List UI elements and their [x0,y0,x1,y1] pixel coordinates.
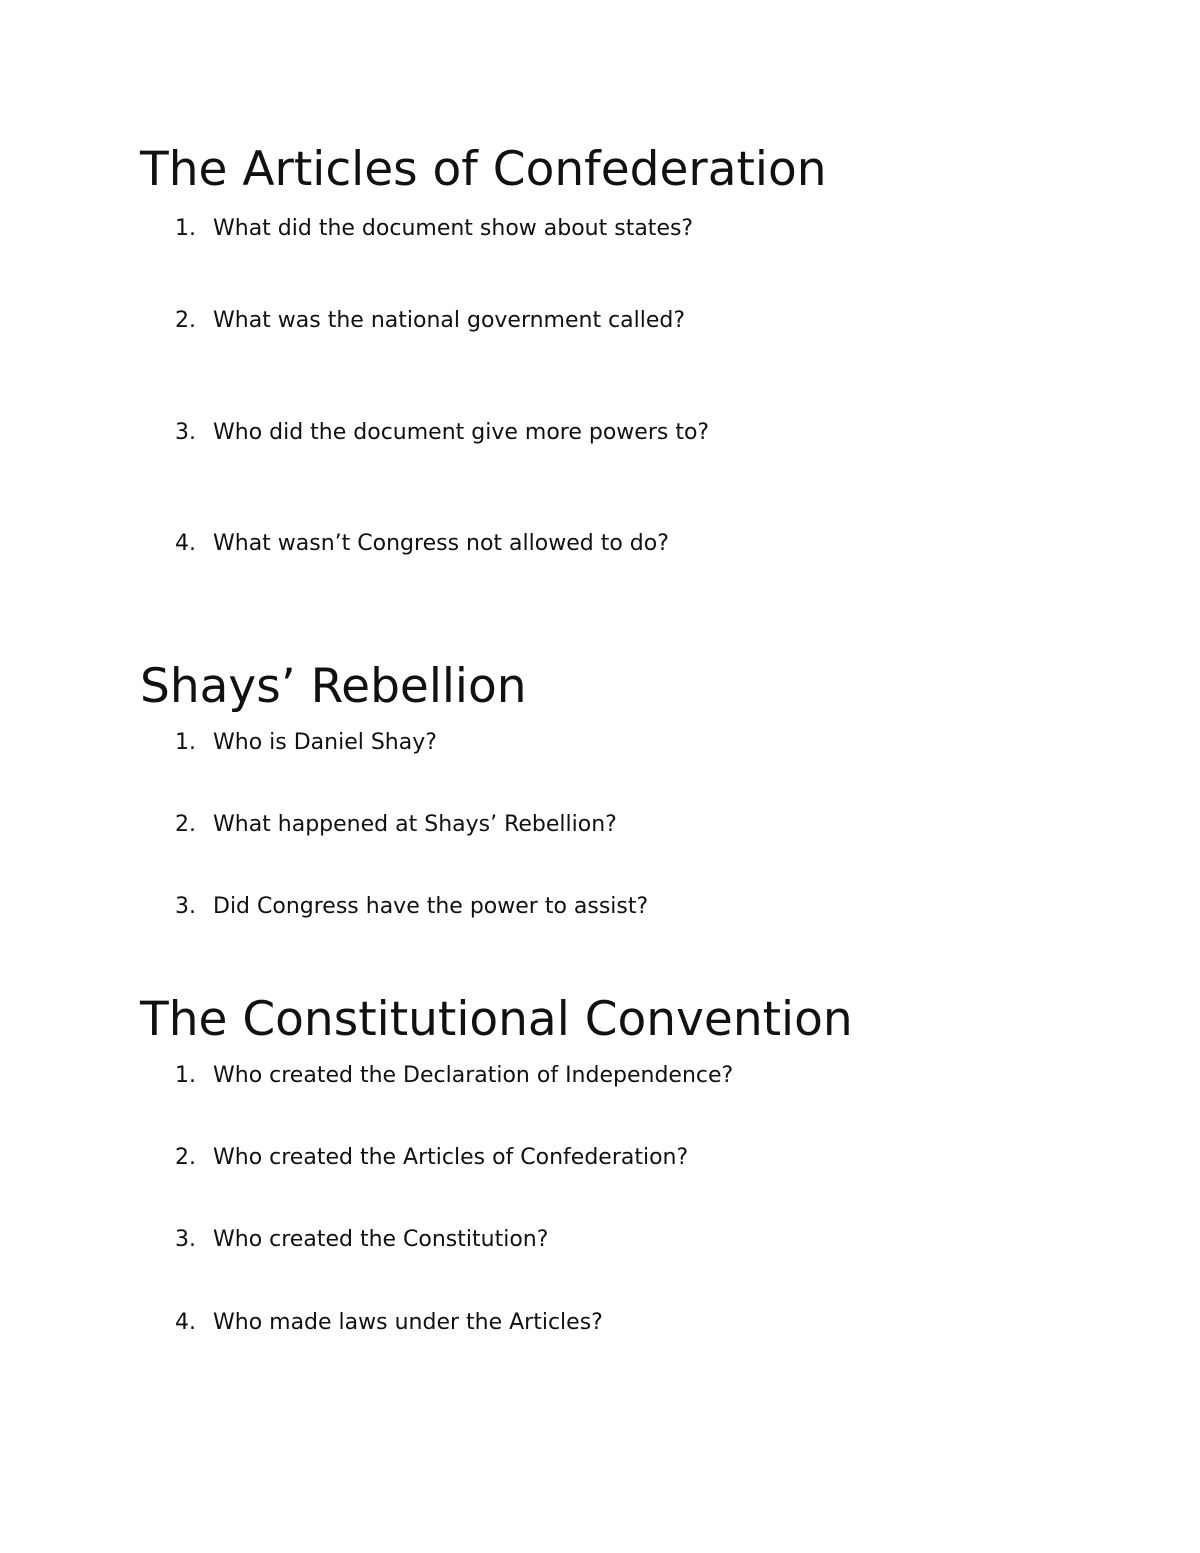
item-text: Who created the Declaration of Independence? [213,1063,734,1088]
item-number: 1. [175,730,196,755]
list-item [175,533,669,555]
list-item [175,1065,733,1087]
list-item [175,218,693,240]
item-text: What happened at Shays’ Rebellion? [213,812,617,837]
list-item [175,1229,548,1251]
item-number: 4. [175,1310,196,1335]
section-heading-articles: The Articles of Confederation [140,142,827,197]
item-text: What did the document show about states? [213,216,694,241]
item-number: 2. [175,308,196,333]
list-item [175,896,648,918]
list-item [175,310,685,332]
list-item [175,732,437,754]
list-item [175,1147,688,1169]
item-number: 1. [175,1063,196,1088]
item-number: 3. [175,1227,196,1252]
item-text: What wasn’t Congress not allowed to do? [213,531,669,556]
item-text: What was the national government called? [213,308,686,333]
item-text: Who made laws under the Articles? [213,1310,603,1335]
item-number: 3. [175,420,196,445]
section-heading-shays: Shays’ Rebellion [140,659,527,714]
list-item [175,422,709,444]
item-number: 3. [175,894,196,919]
item-text: Who did the document give more powers to? [213,420,710,445]
item-number: 2. [175,812,196,837]
item-text: Who is Daniel Shay? [213,730,437,755]
list-item [175,814,617,836]
item-text: Did Congress have the power to assist? [213,894,649,919]
item-number: 1. [175,216,196,241]
list-item [175,1312,603,1334]
item-number: 4. [175,531,196,556]
section-heading-convention: The Constitutional Convention [140,992,853,1047]
item-text: Who created the Constitution? [213,1227,549,1252]
item-text: Who created the Articles of Confederation? [213,1145,689,1170]
item-number: 2. [175,1145,196,1170]
